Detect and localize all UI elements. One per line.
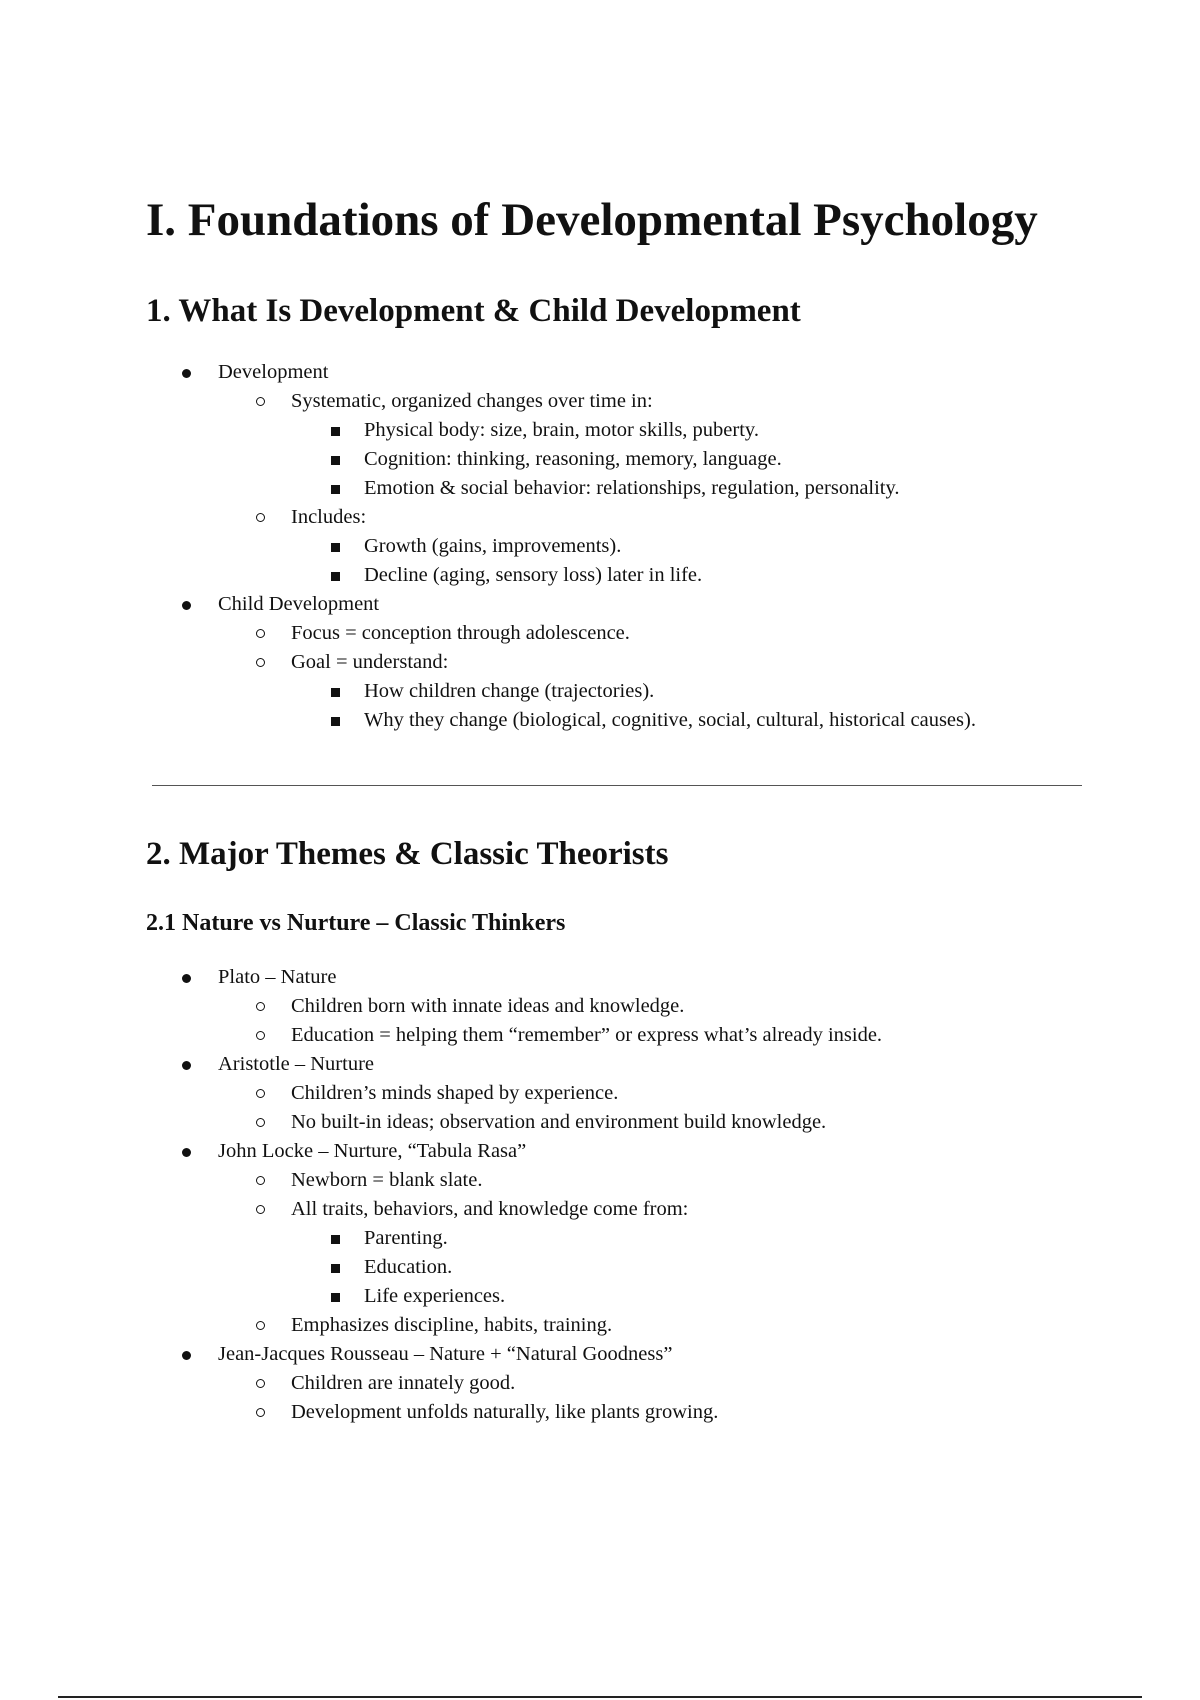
list-item: How children change (trajectories). (0, 677, 976, 706)
bullet-square-icon (331, 1293, 340, 1302)
list-item: Child Development (0, 590, 976, 619)
bullet-circle-icon (256, 1379, 265, 1388)
list-item: Newborn = blank slate. (0, 1166, 882, 1195)
list-item: Children are innately good. (0, 1369, 882, 1398)
list-item: Plato – Nature (0, 963, 882, 992)
bullet-circle-icon (256, 397, 265, 406)
list-item: Systematic, organized changes over time in: (0, 387, 976, 416)
list-item: Life experiences. (0, 1282, 882, 1311)
list-item: No built-in ideas; observation and environment build knowledge. (0, 1108, 882, 1137)
subsection-heading-nature-nurture: 2.1 Nature vs Nurture – Classic Thinkers (146, 910, 566, 936)
list-item: John Locke – Nurture, “Tabula Rasa” (0, 1137, 882, 1166)
list-item: Physical body: size, brain, motor skills, puberty. (0, 416, 976, 445)
bullet-disc-icon (182, 974, 191, 983)
bullet-square-icon (331, 456, 340, 465)
section-heading-themes: 2. Major Themes & Classic Theorists (146, 836, 669, 872)
bullet-square-icon (331, 572, 340, 581)
list-item: Jean-Jacques Rousseau – Nature + “Natural Goodness” (0, 1340, 882, 1369)
bullet-disc-icon (182, 1351, 191, 1360)
bullet-disc-icon (182, 1148, 191, 1157)
bullet-circle-icon (256, 1205, 265, 1214)
page-bottom-border (58, 1696, 1142, 1698)
list-item: Decline (aging, sensory loss) later in life. (0, 561, 976, 590)
development-list (0, 358, 976, 735)
list-item: Education. (0, 1253, 882, 1282)
list-item: Development unfolds naturally, like plants growing. (0, 1398, 882, 1427)
horizontal-divider (152, 785, 1082, 786)
bullet-circle-icon (256, 629, 265, 638)
list-item: Parenting. (0, 1224, 882, 1253)
bullet-circle-icon (256, 1002, 265, 1011)
bullet-square-icon (331, 688, 340, 697)
list-item: Why they change (biological, cognitive, social, cultural, historical causes). (0, 706, 976, 735)
bullet-circle-icon (256, 658, 265, 667)
list-item: Education = helping them “remember” or express what’s already inside. (0, 1021, 882, 1050)
bullet-square-icon (331, 1264, 340, 1273)
bullet-disc-icon (182, 601, 191, 610)
bullet-square-icon (331, 543, 340, 552)
list-item: Children’s minds shaped by experience. (0, 1079, 882, 1108)
bullet-circle-icon (256, 1089, 265, 1098)
section-heading-development: 1. What Is Development & Child Development (146, 293, 801, 329)
list-item: Focus = conception through adolescence. (0, 619, 976, 648)
list-item: Includes: (0, 503, 976, 532)
list-item: Emotion & social behavior: relationships, regulation, personality. (0, 474, 976, 503)
bullet-square-icon (331, 717, 340, 726)
list-item: Cognition: thinking, reasoning, memory, language. (0, 445, 976, 474)
bullet-square-icon (331, 427, 340, 436)
bullet-circle-icon (256, 1118, 265, 1127)
list-item: All traits, behaviors, and knowledge come from: (0, 1195, 882, 1224)
bullet-circle-icon (256, 1321, 265, 1330)
bullet-disc-icon (182, 1061, 191, 1070)
bullet-circle-icon (256, 1176, 265, 1185)
list-item: Emphasizes discipline, habits, training. (0, 1311, 882, 1340)
list-item: Development (0, 358, 976, 387)
bullet-disc-icon (182, 369, 191, 378)
bullet-circle-icon (256, 1408, 265, 1417)
list-item: Aristotle – Nurture (0, 1050, 882, 1079)
list-item: Goal = understand: (0, 648, 976, 677)
list-item: Children born with innate ideas and knowledge. (0, 992, 882, 1021)
bullet-circle-icon (256, 513, 265, 522)
theorists-list (0, 963, 882, 1427)
list-item: Growth (gains, improvements). (0, 532, 976, 561)
page-title: I. Foundations of Developmental Psychology (146, 194, 1038, 246)
bullet-square-icon (331, 1235, 340, 1244)
bullet-square-icon (331, 485, 340, 494)
bullet-circle-icon (256, 1031, 265, 1040)
